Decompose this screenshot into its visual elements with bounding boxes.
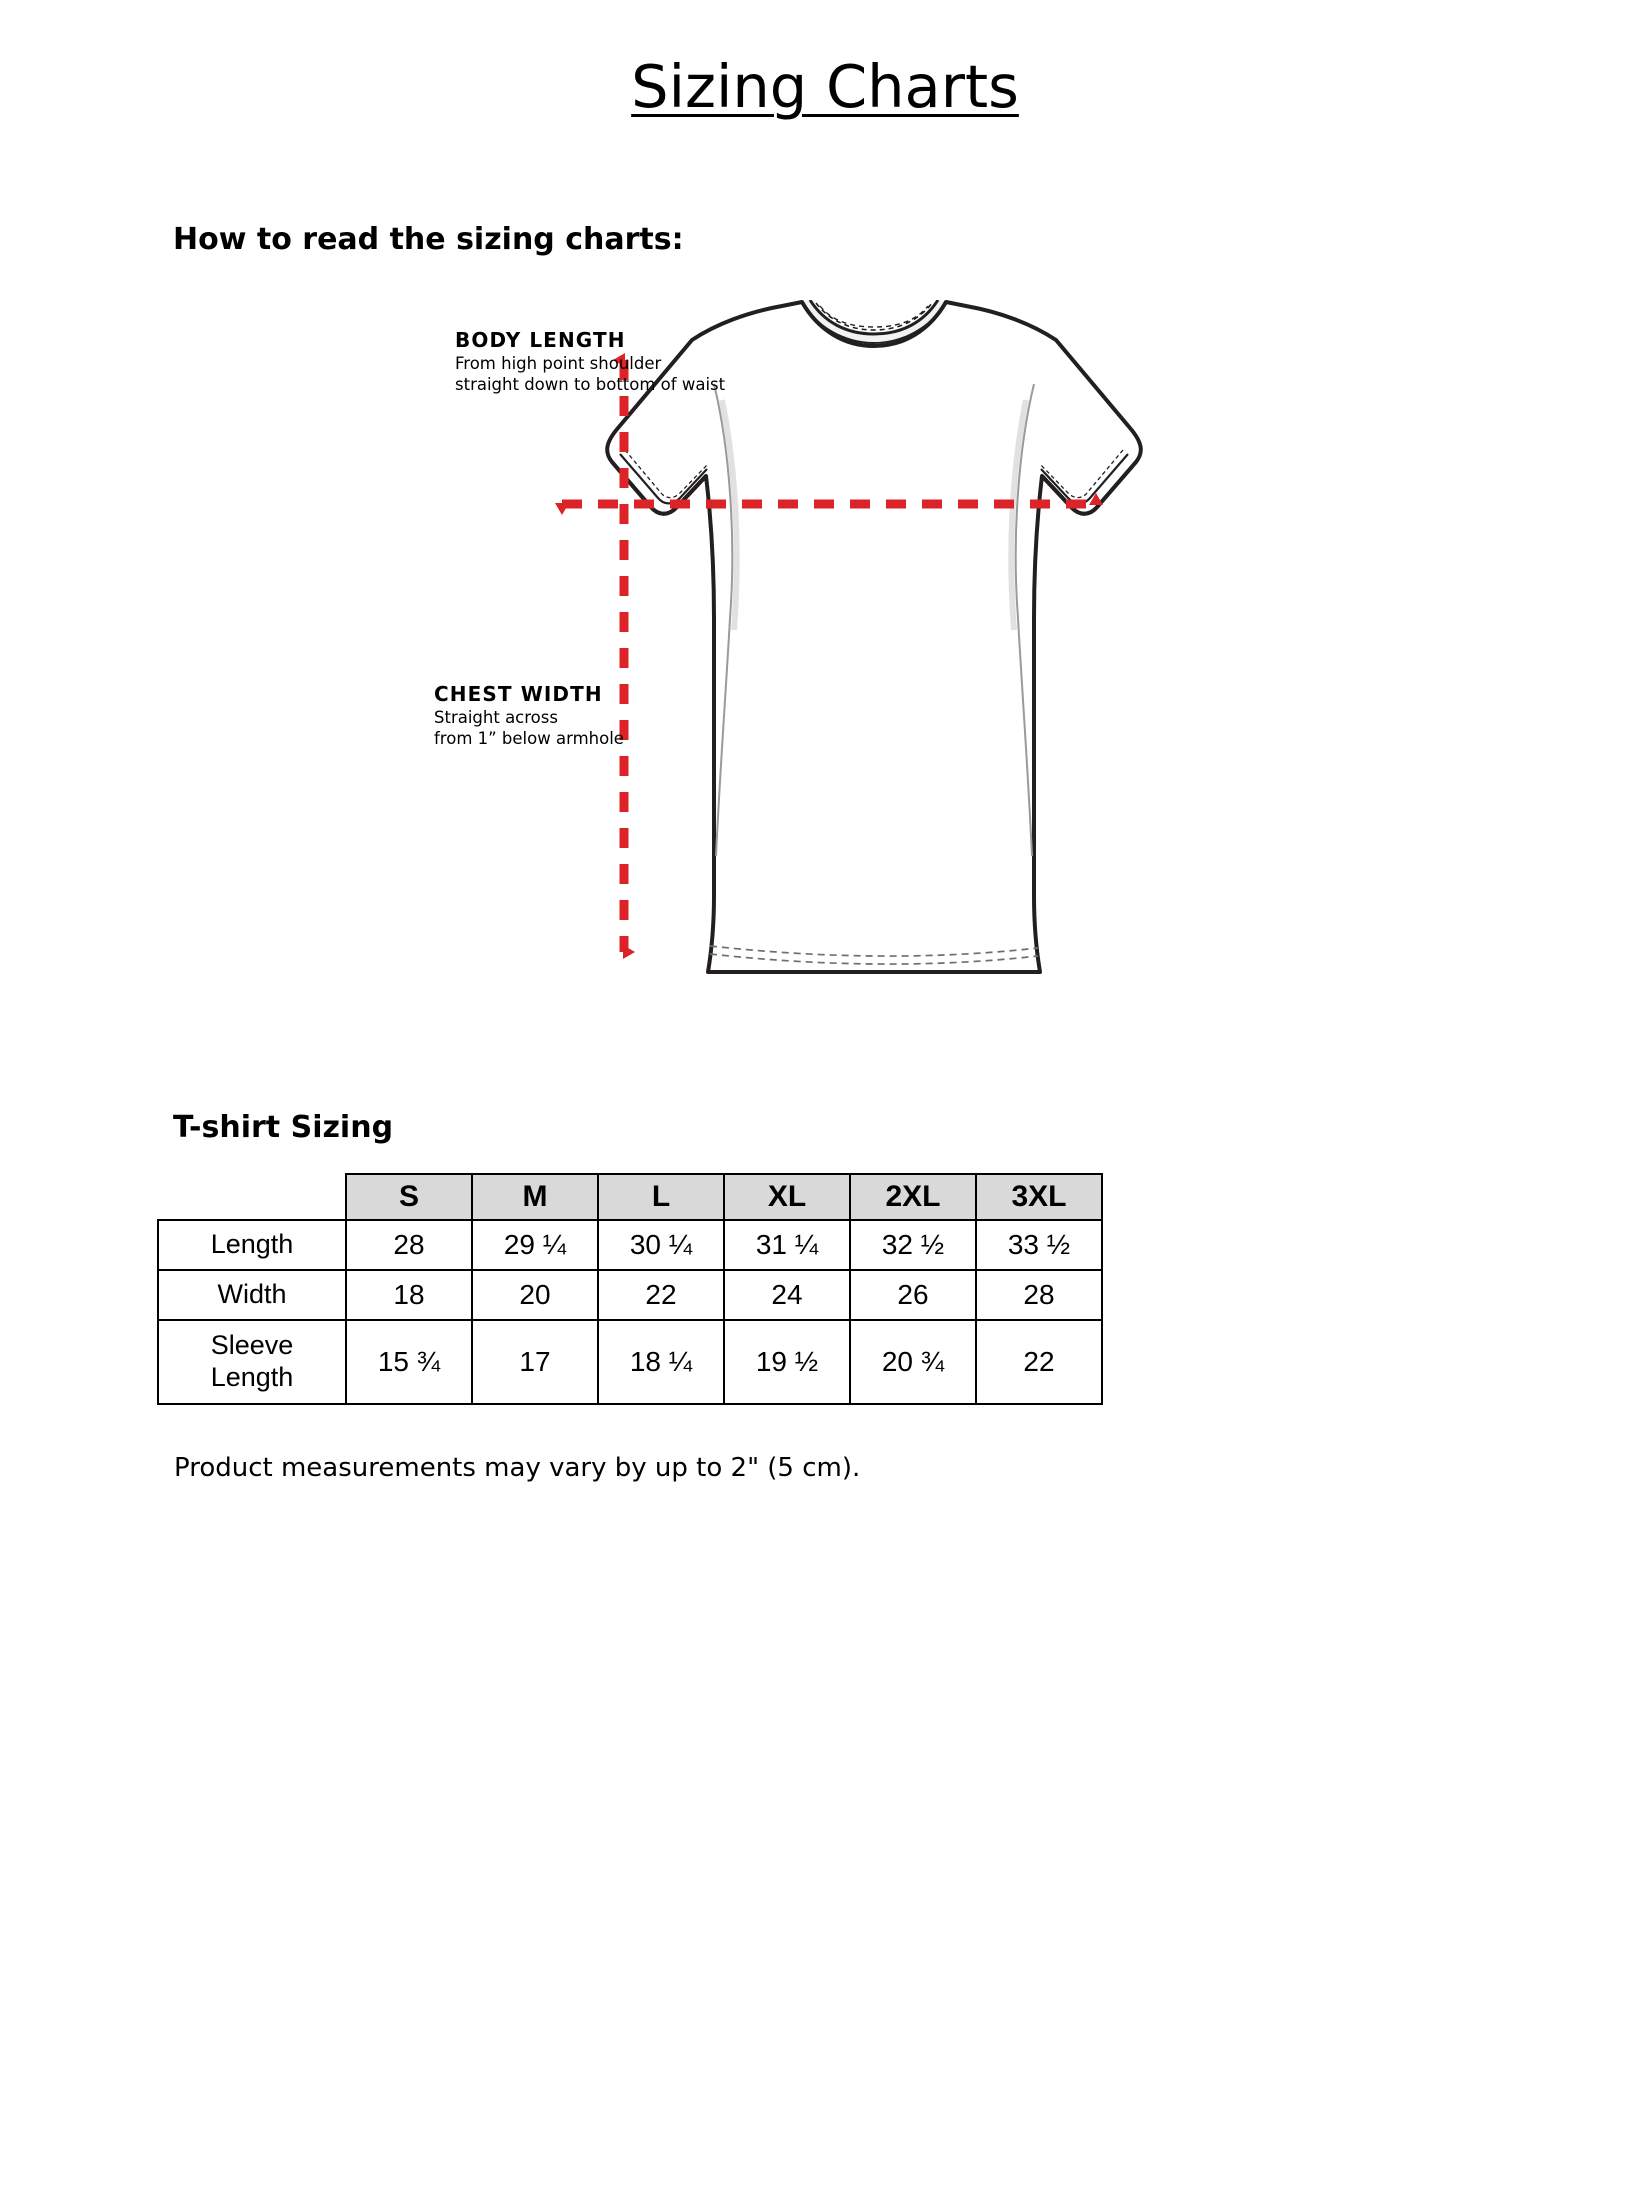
column-header-m: M — [472, 1174, 598, 1220]
cell-length-2xl: 32 ½ — [850, 1220, 976, 1270]
callout-body-length — [455, 328, 725, 395]
section-heading-how-to-read: How to read the sizing charts: — [173, 222, 684, 257]
cell-width-s: 18 — [346, 1270, 472, 1320]
callout-chest-width-line-2: from 1” below armhole — [434, 729, 624, 749]
cell-sleeve-length-l: 18 ¼ — [598, 1320, 724, 1404]
table-row — [158, 1320, 1102, 1404]
cell-length-l: 30 ¼ — [598, 1220, 724, 1270]
column-header-2xl: 2XL — [850, 1174, 976, 1220]
cell-width-m: 20 — [472, 1270, 598, 1320]
tshirt-sizing-table-wrapper — [157, 1173, 1103, 1405]
cell-length-3xl: 33 ½ — [976, 1220, 1102, 1270]
cell-sleeve-length-2xl: 20 ¾ — [850, 1320, 976, 1404]
callout-chest-width — [434, 682, 624, 749]
row-label-length: Length — [158, 1220, 346, 1270]
cell-length-xl: 31 ¼ — [724, 1220, 850, 1270]
column-header-3xl: 3XL — [976, 1174, 1102, 1220]
page-title-text: Sizing Charts — [631, 52, 1019, 121]
callout-chest-width-title: CHEST WIDTH — [434, 682, 603, 706]
table-row — [158, 1270, 1102, 1320]
column-header-l: L — [598, 1174, 724, 1220]
shirt-body-outline — [607, 302, 1141, 972]
measurement-variance-note: Product measurements may vary by up to 2" (5 cm). — [174, 1453, 861, 1483]
cell-width-l: 22 — [598, 1270, 724, 1320]
table-corner-cell — [158, 1174, 346, 1220]
callout-body-length-line-1: From high point shoulder — [455, 354, 662, 373]
page-title — [0, 52, 1650, 122]
cell-sleeve-length-xl: 19 ½ — [724, 1320, 850, 1404]
cell-length-s: 28 — [346, 1220, 472, 1270]
section-heading-tshirt-sizing: T-shirt Sizing — [173, 1110, 394, 1145]
row-label-sleeve-length-line-2: Length — [210, 1362, 294, 1392]
tshirt-sizing-table — [157, 1173, 1103, 1405]
cell-sleeve-length-s: 15 ¾ — [346, 1320, 472, 1404]
t-shirt-measurement-diagram — [430, 300, 1210, 1060]
column-header-s: S — [346, 1174, 472, 1220]
cell-sleeve-length-3xl: 22 — [976, 1320, 1102, 1404]
cell-length-m: 29 ¼ — [472, 1220, 598, 1270]
row-label-width: Width — [158, 1270, 346, 1320]
callout-chest-width-line-1: Straight across — [434, 708, 558, 727]
cell-width-3xl: 28 — [976, 1270, 1102, 1320]
row-label-sleeve-length — [158, 1320, 346, 1404]
cell-width-xl: 24 — [724, 1270, 850, 1320]
row-label-sleeve-length-line-1: Sleeve — [210, 1330, 294, 1361]
cell-width-2xl: 26 — [850, 1270, 976, 1320]
table-header-row — [158, 1174, 1102, 1220]
column-header-xl: XL — [724, 1174, 850, 1220]
cell-sleeve-length-m: 17 — [472, 1320, 598, 1404]
callout-body-length-title: BODY LENGTH — [455, 328, 626, 352]
table-row — [158, 1220, 1102, 1270]
callout-body-length-line-2: straight down to bottom of waist — [455, 375, 726, 395]
